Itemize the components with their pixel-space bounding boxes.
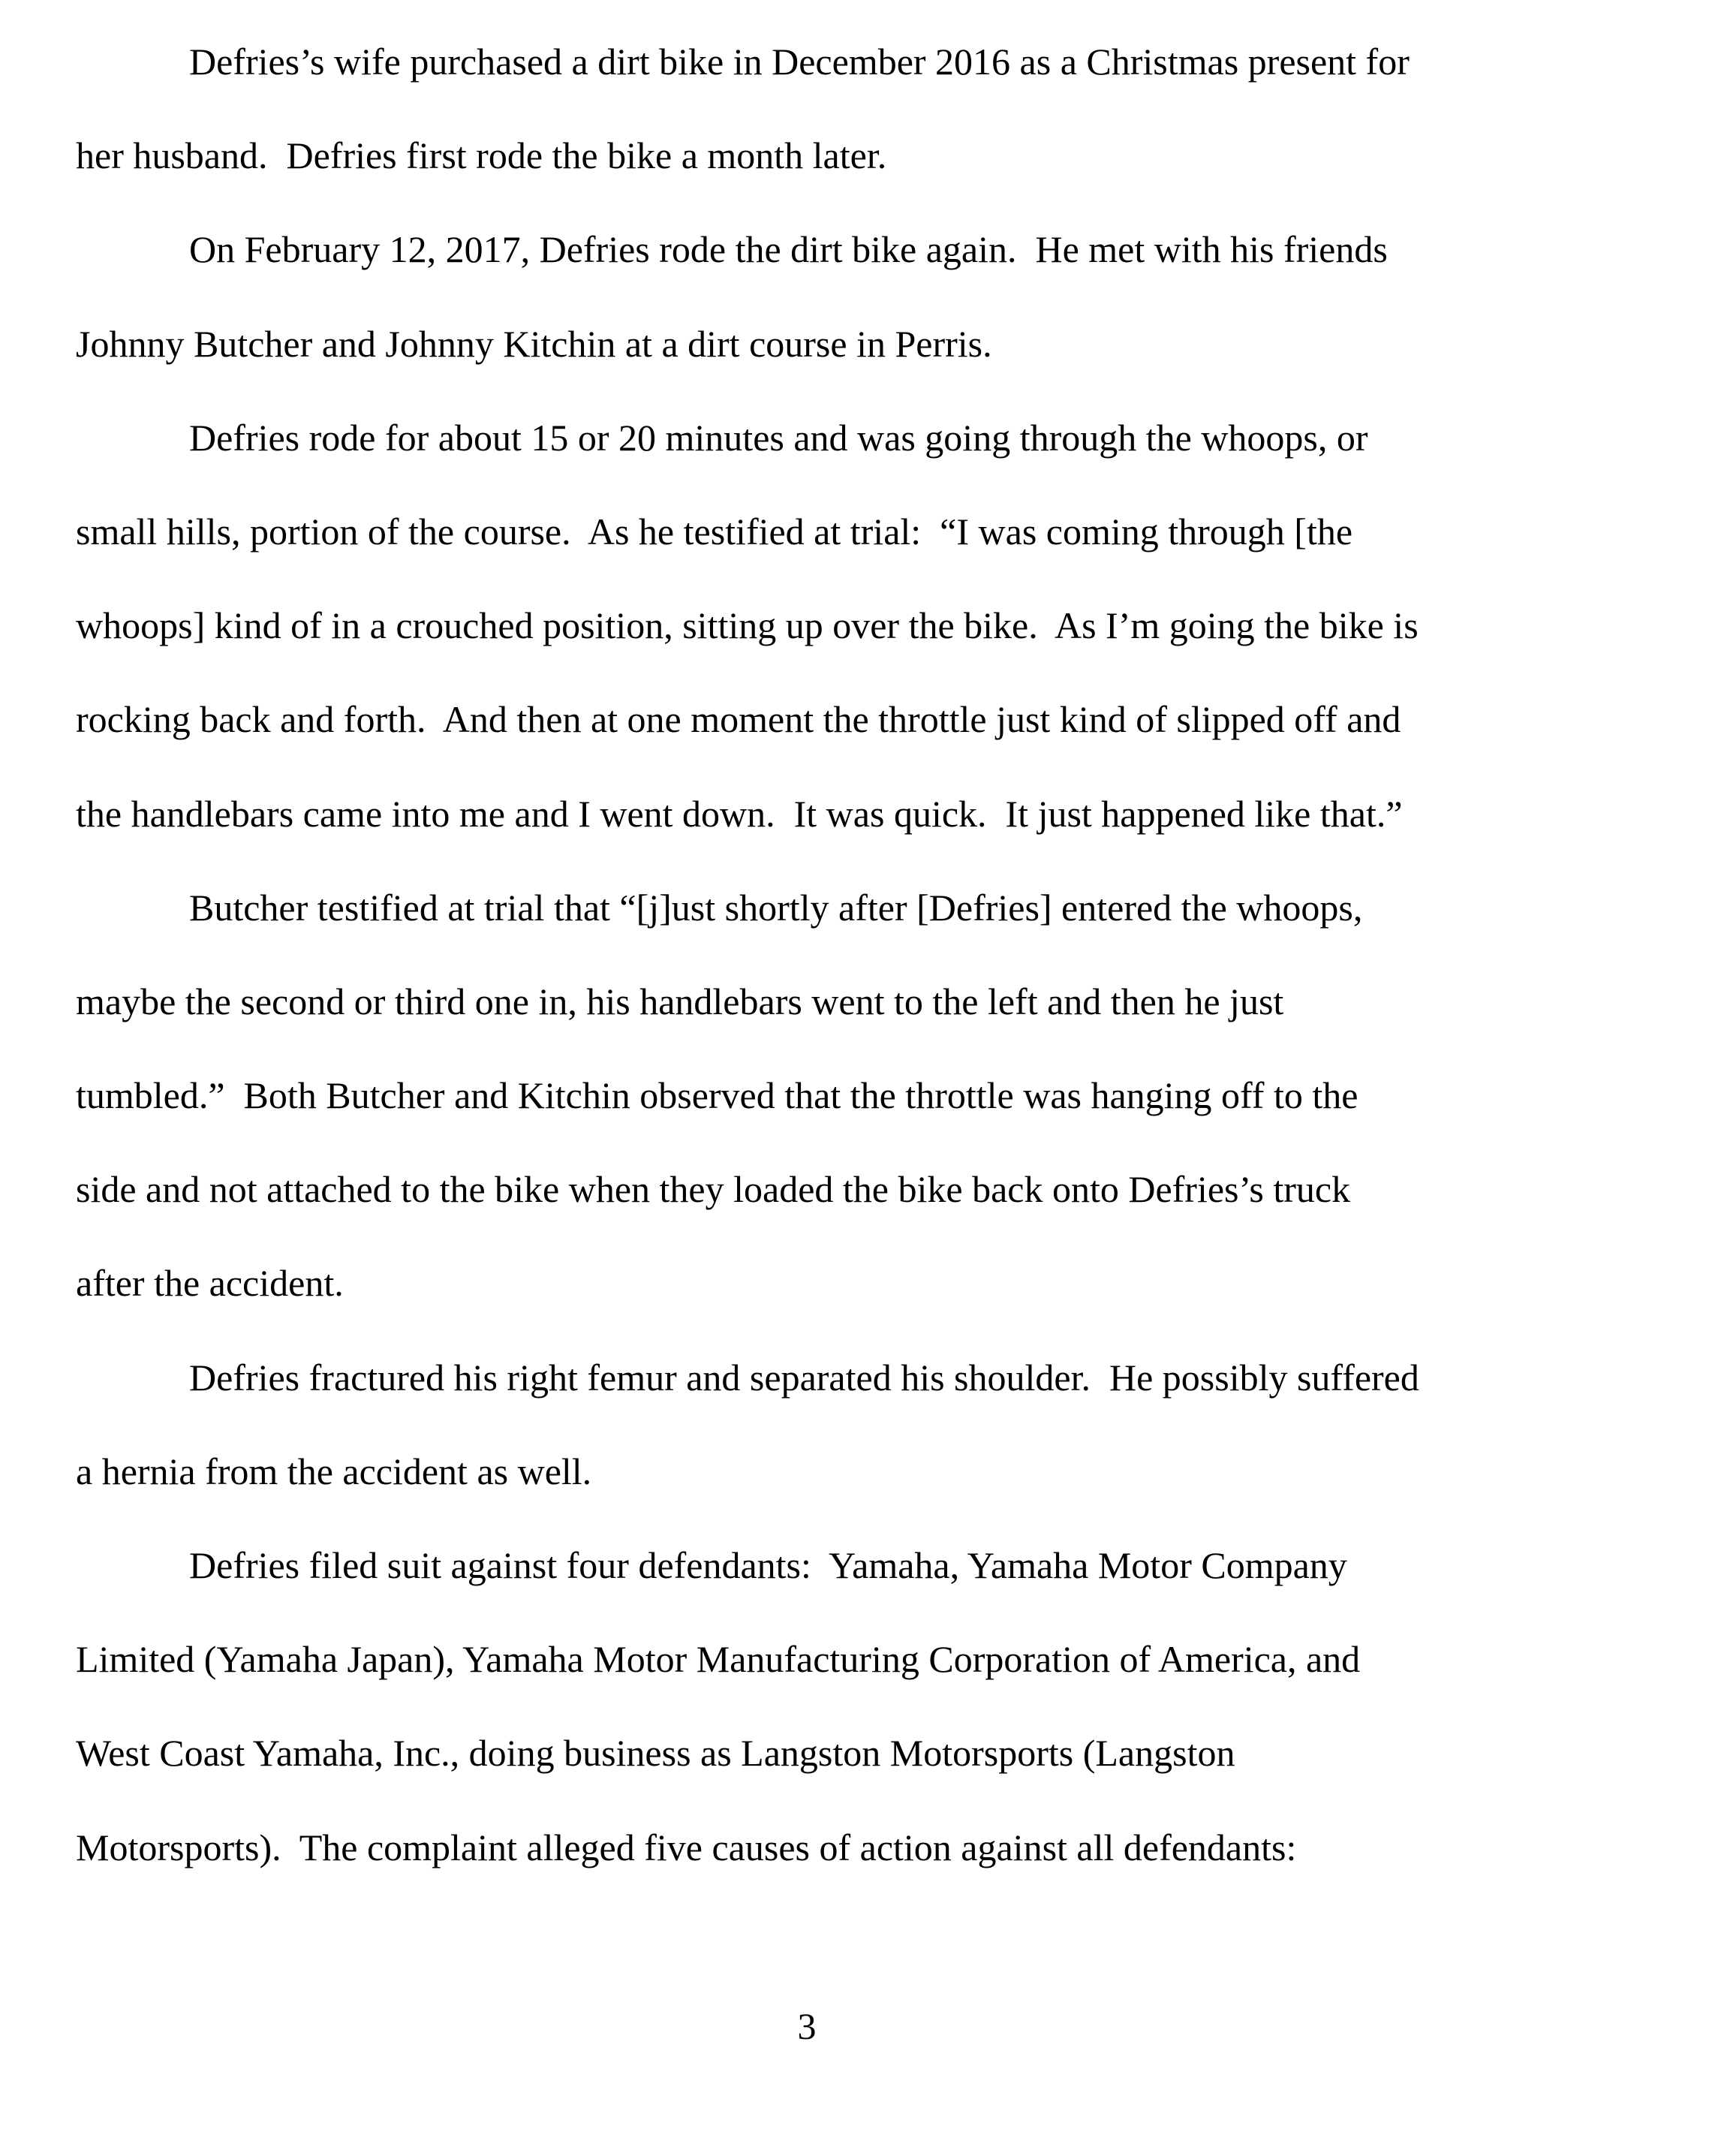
paragraph	[76, 1331, 1652, 1519]
text-line: her husband. Defries first rode the bike a month later.	[76, 134, 887, 177]
text-line: maybe the second or third one in, his handlebars went to the left and then he just	[76, 980, 1284, 1022]
text-line: small hills, portion of the course. As he testified at trial: “I was coming through [the	[76, 510, 1353, 553]
text-line: Defries’s wife purchased a dirt bike in December 2016 as a Christmas present for	[189, 41, 1410, 83]
text-line: Limited (Yamaha Japan), Yamaha Motor Manufacturing Corporation of America, and	[76, 1638, 1361, 1681]
paragraph	[76, 391, 1652, 861]
text-line: On February 12, 2017, Defries rode the dirt bike again. He met with his friends	[189, 228, 1388, 271]
text-line: after the accident.	[76, 1262, 344, 1305]
text-line: Defries rode for about 15 or 20 minutes and was going through the whoops, or	[189, 416, 1368, 459]
paragraph	[76, 1519, 1652, 1895]
paragraph	[76, 203, 1652, 390]
text-line: side and not attached to the bike when they loaded the bike back onto Defries’s truck	[76, 1168, 1351, 1211]
text-line: the handlebars came into me and I went down. It was quick. It just happened like that.”	[76, 792, 1403, 835]
page-number: 3	[797, 2005, 817, 2047]
text-line: West Coast Yamaha, Inc., doing business as Langston Motorsports (Langston	[76, 1732, 1235, 1775]
paragraph	[76, 15, 1652, 203]
text-line: whoops] kind of in a crouched position, sitting up over the bike. As I’m going the bike is	[76, 604, 1419, 647]
text-line: rocking back and forth. And then at one moment the throttle just kind of slipped off and	[76, 698, 1401, 741]
text-line: Butcher testified at trial that “[j]ust shortly after [Defries] entered the whoops,	[189, 886, 1363, 929]
text-line: Defries filed suit against four defendants: Yamaha, Yamaha Motor Company	[189, 1544, 1347, 1586]
text-line: Defries fractured his right femur and separated his shoulder. He possibly suffered	[189, 1356, 1419, 1399]
paragraph	[76, 861, 1652, 1331]
text-line: a hernia from the accident as well.	[76, 1450, 592, 1492]
text-line: Johnny Butcher and Johnny Kitchin at a dirt course in Perris.	[76, 322, 992, 365]
text-line: Motorsports). The complaint alleged five causes of action against all defendants:	[76, 1826, 1297, 1868]
text-line: tumbled.” Both Butcher and Kitchin observed that the throttle was hanging off to the	[76, 1074, 1358, 1117]
document-body	[76, 15, 1652, 1895]
